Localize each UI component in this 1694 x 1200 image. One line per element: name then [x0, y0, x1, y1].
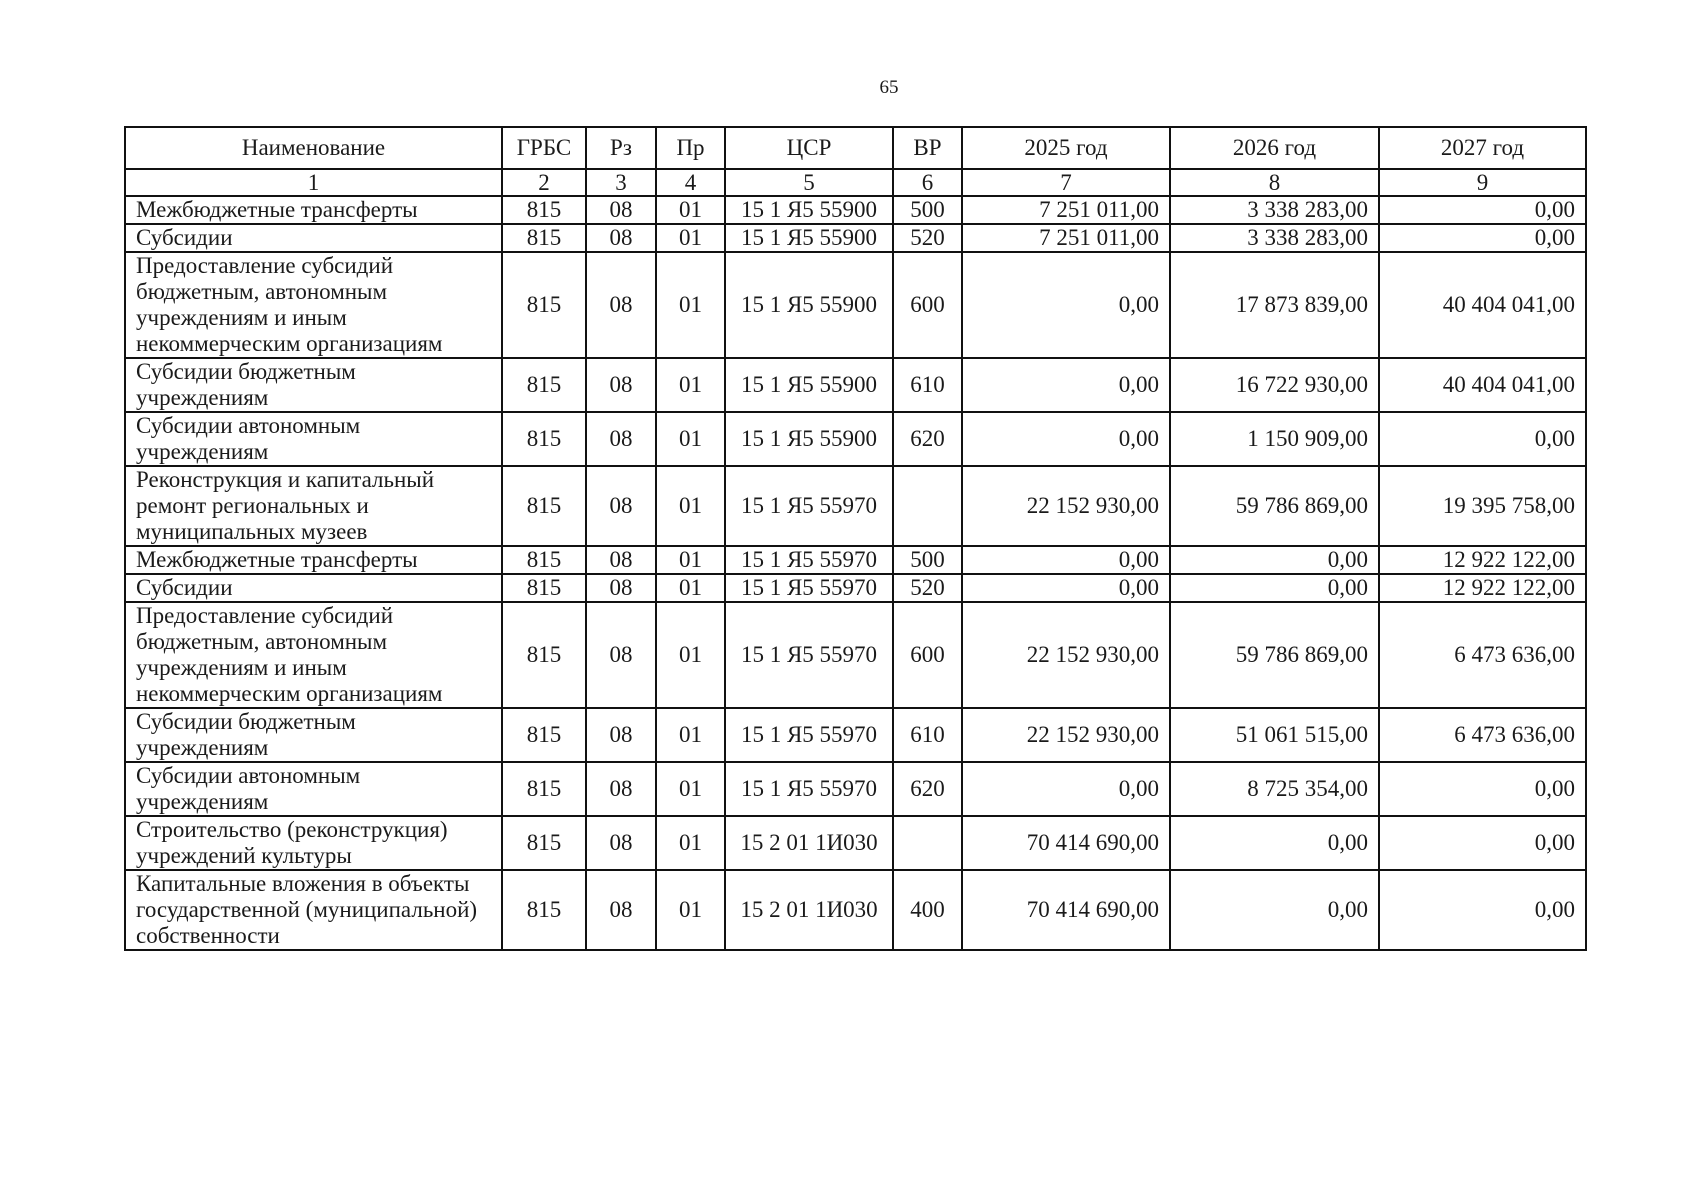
cell-2025: 7 251 011,00	[962, 196, 1170, 224]
cell-rz: 08	[586, 466, 656, 546]
cell-grbs: 815	[502, 762, 586, 816]
cell-rz: 08	[586, 708, 656, 762]
cell-csr: 15 1 Я5 55900	[725, 358, 893, 412]
cell-csr: 15 1 Я5 55970	[725, 708, 893, 762]
table-row	[125, 816, 1586, 870]
cell-grbs: 815	[502, 708, 586, 762]
cell-name: Капитальные вложения в объекты государственной (муниципальной) собственности	[125, 870, 502, 950]
header-vr: ВР	[893, 127, 962, 169]
cell-rz: 08	[586, 252, 656, 358]
cell-pr: 01	[656, 224, 725, 252]
cell-name: Субсидии бюджетным учреждениям	[125, 708, 502, 762]
cell-2027: 0,00	[1379, 816, 1586, 870]
cell-name: Субсидии бюджетным учреждениям	[125, 358, 502, 412]
column-number: 2	[502, 169, 586, 196]
cell-pr: 01	[656, 870, 725, 950]
column-number: 3	[586, 169, 656, 196]
cell-vr: 500	[893, 196, 962, 224]
cell-vr: 620	[893, 762, 962, 816]
cell-rz: 08	[586, 412, 656, 466]
cell-grbs: 815	[502, 870, 586, 950]
header-csr: ЦСР	[725, 127, 893, 169]
cell-rz: 08	[586, 574, 656, 602]
cell-csr: 15 1 Я5 55970	[725, 546, 893, 574]
cell-vr: 520	[893, 224, 962, 252]
column-number: 1	[125, 169, 502, 196]
column-number: 5	[725, 169, 893, 196]
cell-2025: 22 152 930,00	[962, 602, 1170, 708]
cell-pr: 01	[656, 546, 725, 574]
cell-2025: 0,00	[962, 412, 1170, 466]
cell-2026: 3 338 283,00	[1170, 196, 1379, 224]
header-2025: 2025 год	[962, 127, 1170, 169]
cell-csr: 15 1 Я5 55900	[725, 196, 893, 224]
cell-csr: 15 1 Я5 55970	[725, 762, 893, 816]
cell-grbs: 815	[502, 546, 586, 574]
cell-csr: 15 1 Я5 55900	[725, 252, 893, 358]
cell-2026: 59 786 869,00	[1170, 602, 1379, 708]
table-row	[125, 602, 1586, 708]
cell-vr: 520	[893, 574, 962, 602]
table-row	[125, 196, 1586, 224]
header-2026: 2026 год	[1170, 127, 1379, 169]
cell-2027: 40 404 041,00	[1379, 358, 1586, 412]
cell-pr: 01	[656, 816, 725, 870]
cell-pr: 01	[656, 196, 725, 224]
cell-2025: 22 152 930,00	[962, 708, 1170, 762]
cell-pr: 01	[656, 252, 725, 358]
cell-2025: 0,00	[962, 574, 1170, 602]
cell-csr: 15 1 Я5 55970	[725, 602, 893, 708]
cell-grbs: 815	[502, 574, 586, 602]
cell-name: Субсидии автономным учреждениям	[125, 412, 502, 466]
cell-pr: 01	[656, 358, 725, 412]
column-number: 8	[1170, 169, 1379, 196]
cell-name: Субсидии	[125, 224, 502, 252]
cell-name: Субсидии	[125, 574, 502, 602]
cell-grbs: 815	[502, 358, 586, 412]
cell-grbs: 815	[502, 816, 586, 870]
cell-2025: 70 414 690,00	[962, 870, 1170, 950]
cell-rz: 08	[586, 224, 656, 252]
cell-2025: 7 251 011,00	[962, 224, 1170, 252]
cell-name: Межбюджетные трансферты	[125, 196, 502, 224]
cell-grbs: 815	[502, 412, 586, 466]
cell-2027: 12 922 122,00	[1379, 546, 1586, 574]
column-number: 9	[1379, 169, 1586, 196]
cell-csr: 15 1 Я5 55970	[725, 466, 893, 546]
cell-2026: 17 873 839,00	[1170, 252, 1379, 358]
cell-name: Межбюджетные трансферты	[125, 546, 502, 574]
cell-pr: 01	[656, 762, 725, 816]
header-rz: Рз	[586, 127, 656, 169]
column-number: 4	[656, 169, 725, 196]
cell-2026: 8 725 354,00	[1170, 762, 1379, 816]
cell-name: Предоставление субсидий бюджетным, автономным учреждениям и иным некоммерческим организациям	[125, 602, 502, 708]
cell-2027: 40 404 041,00	[1379, 252, 1586, 358]
cell-2026: 51 061 515,00	[1170, 708, 1379, 762]
cell-pr: 01	[656, 466, 725, 546]
cell-grbs: 815	[502, 252, 586, 358]
cell-rz: 08	[586, 546, 656, 574]
cell-pr: 01	[656, 602, 725, 708]
cell-vr: 600	[893, 252, 962, 358]
cell-2025: 0,00	[962, 762, 1170, 816]
cell-2025: 0,00	[962, 358, 1170, 412]
cell-2026: 3 338 283,00	[1170, 224, 1379, 252]
cell-2026: 0,00	[1170, 870, 1379, 950]
header-grbs: ГРБС	[502, 127, 586, 169]
table-row	[125, 708, 1586, 762]
cell-2027: 6 473 636,00	[1379, 708, 1586, 762]
cell-rz: 08	[586, 358, 656, 412]
cell-csr: 15 1 Я5 55970	[725, 574, 893, 602]
cell-csr: 15 2 01 1И030	[725, 816, 893, 870]
cell-2026: 16 722 930,00	[1170, 358, 1379, 412]
cell-rz: 08	[586, 870, 656, 950]
table-row	[125, 466, 1586, 546]
header-pr: Пр	[656, 127, 725, 169]
cell-csr: 15 1 Я5 55900	[725, 412, 893, 466]
cell-pr: 01	[656, 574, 725, 602]
cell-2025: 22 152 930,00	[962, 466, 1170, 546]
cell-2026: 0,00	[1170, 546, 1379, 574]
cell-2026: 0,00	[1170, 816, 1379, 870]
cell-grbs: 815	[502, 602, 586, 708]
cell-vr	[893, 466, 962, 546]
cell-2025: 70 414 690,00	[962, 816, 1170, 870]
cell-2027: 0,00	[1379, 762, 1586, 816]
table-row	[125, 224, 1586, 252]
cell-2027: 0,00	[1379, 870, 1586, 950]
table-row	[125, 546, 1586, 574]
cell-name: Реконструкция и капитальный ремонт региональных и муниципальных музеев	[125, 466, 502, 546]
cell-2027: 0,00	[1379, 412, 1586, 466]
cell-grbs: 815	[502, 196, 586, 224]
column-number: 7	[962, 169, 1170, 196]
cell-2026: 59 786 869,00	[1170, 466, 1379, 546]
table-row	[125, 252, 1586, 358]
column-number-row	[125, 169, 1586, 196]
table-row	[125, 358, 1586, 412]
cell-vr: 500	[893, 546, 962, 574]
cell-2026: 0,00	[1170, 574, 1379, 602]
budget-table	[124, 126, 1587, 951]
cell-vr: 400	[893, 870, 962, 950]
cell-vr: 600	[893, 602, 962, 708]
cell-name: Строительство (реконструкция) учреждений культуры	[125, 816, 502, 870]
cell-2027: 12 922 122,00	[1379, 574, 1586, 602]
cell-grbs: 815	[502, 224, 586, 252]
column-number: 6	[893, 169, 962, 196]
cell-2027: 0,00	[1379, 196, 1586, 224]
table-body	[125, 196, 1586, 950]
cell-name: Субсидии автономным учреждениям	[125, 762, 502, 816]
cell-2025: 0,00	[962, 546, 1170, 574]
cell-2027: 6 473 636,00	[1379, 602, 1586, 708]
table-row	[125, 762, 1586, 816]
cell-rz: 08	[586, 602, 656, 708]
cell-2027: 0,00	[1379, 224, 1586, 252]
cell-vr	[893, 816, 962, 870]
header-row	[125, 127, 1586, 169]
cell-csr: 15 1 Я5 55900	[725, 224, 893, 252]
cell-vr: 610	[893, 358, 962, 412]
cell-rz: 08	[586, 762, 656, 816]
cell-name: Предоставление субсидий бюджетным, автономным учреждениям и иным некоммерческим организациям	[125, 252, 502, 358]
table-row	[125, 870, 1586, 950]
cell-rz: 08	[586, 816, 656, 870]
cell-csr: 15 2 01 1И030	[725, 870, 893, 950]
cell-pr: 01	[656, 708, 725, 762]
cell-grbs: 815	[502, 466, 586, 546]
cell-vr: 610	[893, 708, 962, 762]
table-row	[125, 574, 1586, 602]
cell-vr: 620	[893, 412, 962, 466]
table-row	[125, 412, 1586, 466]
cell-2027: 19 395 758,00	[1379, 466, 1586, 546]
header-2027: 2027 год	[1379, 127, 1586, 169]
cell-pr: 01	[656, 412, 725, 466]
header-name: Наименование	[125, 127, 502, 169]
page-number: 65	[879, 77, 899, 98]
cell-2025: 0,00	[962, 252, 1170, 358]
table-header	[125, 127, 1586, 196]
cell-2026: 1 150 909,00	[1170, 412, 1379, 466]
cell-rz: 08	[586, 196, 656, 224]
